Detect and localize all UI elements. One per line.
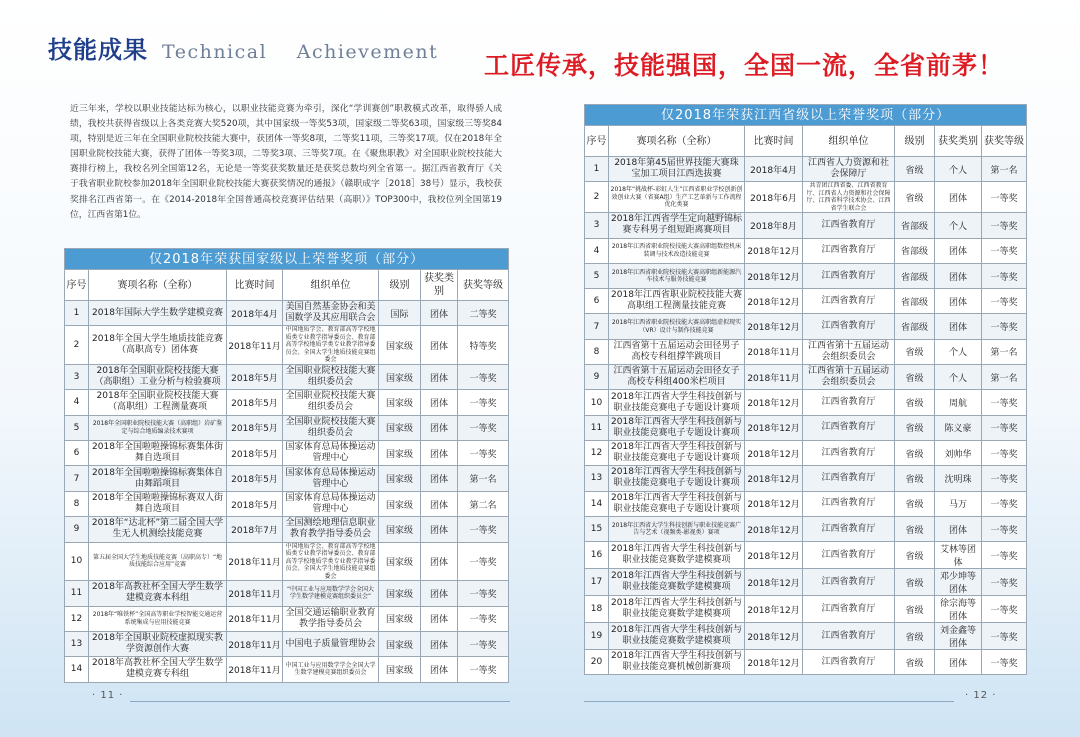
cell-index: 3 (65, 364, 89, 389)
cell-award-type: 团体 (935, 182, 982, 213)
cell-level: 国家级 (379, 491, 421, 516)
cell-level: 国家级 (379, 326, 421, 365)
table-row (65, 390, 509, 415)
cell-award-grade: 一等奖 (458, 606, 509, 631)
national-awards-table (64, 248, 509, 683)
cell-organizer: 江西省人力资源和社会保障厅 (803, 157, 895, 182)
cell-event-name: 2018年全国啦啦操锦标赛集体自由舞蹈项目 (89, 466, 227, 491)
cell-date: 2018年11月 (227, 606, 283, 631)
cell-organizer: 江西省教育厅 (803, 314, 895, 339)
t2-header-level: 级别 (895, 126, 935, 157)
table-row (585, 516, 1027, 541)
footer-rule-left (130, 701, 510, 702)
cell-award-grade: 一等奖 (458, 415, 509, 440)
cell-award-type: 团体 (935, 314, 982, 339)
cell-event-name: 2018年江西省大学生科技创新与职业技能竞赛电子专题设计赛项 (609, 466, 745, 491)
cell-award-grade: 二等奖 (458, 301, 509, 326)
table-row (65, 606, 509, 631)
cell-event-name: 江西省第十五届运动会田径男子高校专科组撑竿跳项目 (609, 339, 745, 364)
table-row (585, 542, 1027, 569)
cell-award-type: 马万 (935, 491, 982, 516)
t1-header-index: 序号 (65, 270, 89, 301)
cell-event-name: 2018年“挑战杯-彩虹人生”江西省职业学校创新创效创业大赛（省赛A组）生产工艺革新与工作流程优化类赛 (609, 182, 745, 213)
cell-event-name: 2018年江西省大学生科技创新与职业技能竞赛数学建模赛项 (609, 596, 745, 623)
cell-event-name: 2018年国际大学生数学建模竞赛 (89, 301, 227, 326)
cell-award-type: 团体 (935, 289, 982, 314)
cell-date: 2018年5月 (227, 390, 283, 415)
cell-organizer: 江西省教育厅 (803, 263, 895, 288)
table-row (65, 657, 509, 682)
cell-date: 2018年12月 (745, 569, 803, 596)
section-title: 技能成果 (48, 35, 148, 64)
table-row (585, 440, 1027, 465)
cell-organizer: 国家体育总局体操运动管理中心 (283, 466, 379, 491)
cell-award-grade: 一等奖 (982, 623, 1027, 650)
cell-index: 19 (585, 623, 609, 650)
cell-organizer: 江西省教育厅 (803, 569, 895, 596)
cell-organizer: 中国电子质量管理协会 (283, 631, 379, 656)
cell-date: 2018年5月 (227, 466, 283, 491)
cell-award-type: 团体 (421, 631, 458, 656)
cell-level: 省级 (895, 466, 935, 491)
table-row (585, 238, 1027, 263)
cell-date: 2018年5月 (227, 441, 283, 466)
cell-date: 2018年12月 (745, 596, 803, 623)
provincial-awards-table (584, 104, 1027, 675)
cell-date: 2018年11月 (745, 339, 803, 364)
table-row (585, 390, 1027, 415)
cell-award-type: 团体 (935, 263, 982, 288)
cell-event-name: 2018年高教社杯全国大学生数学建模竞赛专科组 (89, 657, 227, 682)
cell-award-grade: 一等奖 (982, 289, 1027, 314)
cell-award-type: 团体 (421, 517, 458, 542)
cell-award-type: 个人 (935, 157, 982, 182)
cell-index: 12 (585, 440, 609, 465)
cell-level: 国家级 (379, 415, 421, 440)
cell-organizer: 全国职业院校技能大赛组织委员会 (283, 415, 379, 440)
cell-level: 省级 (895, 569, 935, 596)
cell-level: 省级 (895, 516, 935, 541)
cell-award-type: 邓少坤等团体 (935, 569, 982, 596)
cell-award-type: 个人 (935, 365, 982, 390)
cell-organizer: 江西省教育厅 (803, 440, 895, 465)
cell-level: 国家级 (379, 657, 421, 682)
cell-date: 2018年7月 (227, 517, 283, 542)
table-row (585, 466, 1027, 491)
page-number-left: · 11 · (92, 690, 124, 701)
cell-organizer: 江西省教育厅 (803, 491, 895, 516)
cell-award-grade: 特等奖 (458, 326, 509, 365)
cell-award-type: 团体 (421, 657, 458, 682)
national-awards-caption: 仅2018年荣获国家级以上荣誉奖项（部分） (65, 249, 509, 270)
section-subtitle: Technical Achievement (162, 41, 439, 63)
cell-index: 1 (65, 301, 89, 326)
cell-award-type: 个人 (935, 213, 982, 238)
cell-award-grade: 一等奖 (458, 364, 509, 389)
t2-header-date: 比赛时间 (745, 126, 803, 157)
cell-award-grade: 一等奖 (458, 517, 509, 542)
cell-index: 10 (585, 390, 609, 415)
cell-event-name: 2018年第45届世界技能大赛珠宝加工项目江西选拔赛 (609, 157, 745, 182)
cell-award-grade: 一等奖 (458, 441, 509, 466)
t1-header-award-type: 获奖类别 (421, 270, 458, 301)
cell-award-grade: 第二名 (458, 491, 509, 516)
cell-award-grade: 一等奖 (982, 440, 1027, 465)
cell-index: 17 (585, 569, 609, 596)
cell-event-name: 2018年全国啦啦操锦标赛集体街舞自选项目 (89, 441, 227, 466)
cell-date: 2018年11月 (227, 657, 283, 682)
cell-index: 2 (65, 326, 89, 365)
cell-organizer: 江西省教育厅 (803, 516, 895, 541)
cell-award-type: 团体 (421, 491, 458, 516)
cell-award-grade: 一等奖 (982, 542, 1027, 569)
cell-index: 16 (585, 542, 609, 569)
cell-date: 2018年12月 (745, 263, 803, 288)
cell-index: 1 (585, 157, 609, 182)
cell-award-type: 刘帅华 (935, 440, 982, 465)
cell-level: 国家级 (379, 390, 421, 415)
cell-level: 省级 (895, 157, 935, 182)
cell-level: 国家级 (379, 466, 421, 491)
cell-date: 2018年12月 (745, 623, 803, 650)
cell-event-name: 2018年江西省大学生科技创新与职业技能竞赛电子专题设计赛项 (609, 415, 745, 440)
cell-event-name: 2018年全国大学生地质技能竞赛（高职高专）团体赛 (89, 326, 227, 365)
cell-date: 2018年11月 (227, 326, 283, 365)
cell-level: 省级 (895, 491, 935, 516)
cell-award-grade: 一等奖 (458, 657, 509, 682)
cell-index: 14 (585, 491, 609, 516)
cell-award-type: 艾林等团体 (935, 542, 982, 569)
cell-event-name: 2018年江西省职业院校技能大赛高职组数控机床装调与技术改造技能竞赛 (609, 238, 745, 263)
cell-index: 8 (65, 491, 89, 516)
cell-award-type: 陈义豪 (935, 415, 982, 440)
cell-level: 国家级 (379, 581, 421, 606)
cell-level: 省级 (895, 390, 935, 415)
cell-organizer: 江西省教育厅 (803, 213, 895, 238)
cell-event-name: 2018年“唯铁杯”全国高等职业学校智能交通运营系统集成与应用技能竞赛 (89, 606, 227, 631)
cell-event-name: 2018年江西省大学生科技创新与职业技能竞赛电子专题设计赛项 (609, 440, 745, 465)
cell-level: 省级 (895, 365, 935, 390)
cell-event-name: 2018年全国职业院校虚拟现实教学资源创作大赛 (89, 631, 227, 656)
cell-date: 2018年11月 (227, 631, 283, 656)
cell-date: 2018年12月 (745, 415, 803, 440)
cell-index: 20 (585, 650, 609, 675)
cell-level: 省级 (895, 339, 935, 364)
cell-level: 国家级 (379, 542, 421, 581)
cell-award-type: 周航 (935, 390, 982, 415)
cell-date: 2018年12月 (745, 289, 803, 314)
cell-award-type: 团体 (421, 301, 458, 326)
cell-level: 省级 (895, 596, 935, 623)
cell-date: 2018年4月 (745, 157, 803, 182)
table-row (65, 542, 509, 581)
cell-index: 6 (65, 441, 89, 466)
table-row (585, 650, 1027, 675)
cell-level: 省部级 (895, 314, 935, 339)
cell-organizer: 国家体育总局体操运动管理中心 (283, 441, 379, 466)
cell-award-type: 团体 (935, 238, 982, 263)
cell-level: 国家级 (379, 631, 421, 656)
cell-organizer: 江西省教育厅 (803, 415, 895, 440)
cell-award-type: 团体 (935, 650, 982, 675)
table-row (585, 491, 1027, 516)
table-row (65, 301, 509, 326)
table-row (65, 364, 509, 389)
cell-organizer: 江西省教育厅 (803, 390, 895, 415)
cell-organizer: 江西省教育厅 (803, 289, 895, 314)
table-row (65, 631, 509, 656)
cell-event-name: 2018年高教社杯全国大学生数学建模竞赛本科组 (89, 581, 227, 606)
cell-event-name: 2018年“达北杯”第二届全国大学生无人机测绘技能竞赛 (89, 517, 227, 542)
cell-date: 2018年5月 (227, 491, 283, 516)
cell-award-grade: 一等奖 (458, 390, 509, 415)
cell-index: 13 (585, 466, 609, 491)
cell-award-type: 沈明珠 (935, 466, 982, 491)
table-row (65, 466, 509, 491)
t2-header-event-name: 赛项名称（全称） (609, 126, 745, 157)
cell-level: 省部级 (895, 289, 935, 314)
cell-date: 2018年5月 (227, 415, 283, 440)
table-row (585, 623, 1027, 650)
cell-award-type: 刘金鑫等团体 (935, 623, 982, 650)
cell-award-grade: 一等奖 (458, 631, 509, 656)
cell-award-grade: 一等奖 (982, 516, 1027, 541)
table-row (585, 157, 1027, 182)
cell-event-name: 2018年江西省大学生科技创新与职业技能竞赛数学建模赛项 (609, 542, 745, 569)
cell-event-name: 2018年江西省大学生科技创新与职业技能竞赛机械创新赛项 (609, 650, 745, 675)
cell-index: 4 (585, 238, 609, 263)
section-header (48, 30, 438, 66)
cell-award-type: 团体 (421, 441, 458, 466)
table-row (65, 441, 509, 466)
cell-index: 5 (585, 263, 609, 288)
cell-organizer: 中国工业与应用数学学会全国大学生数学建模竞赛组织委员会 (283, 657, 379, 682)
cell-event-name: 2018年全国职业院校技能大赛（高职组）岩矿鉴定与综合地质编录技术赛项 (89, 415, 227, 440)
cell-event-name: 2018年全国啦啦操锦标赛双人街舞自选项目 (89, 491, 227, 516)
cell-date: 2018年12月 (745, 542, 803, 569)
cell-event-name: 2018年江西省职业院校技能大赛高职组虚拟现实（VR）设计与制作技能竞赛 (609, 314, 745, 339)
t2-header-index: 序号 (585, 126, 609, 157)
cell-level: 省级 (895, 415, 935, 440)
cell-award-grade: 一等奖 (982, 415, 1027, 440)
table-row (585, 213, 1027, 238)
cell-organizer: 江西省教育厅 (803, 596, 895, 623)
table-row (585, 365, 1027, 390)
cell-index: 9 (585, 365, 609, 390)
cell-event-name: 2018年江西省大学生科技创新与职业技能竞赛数学建模赛项 (609, 569, 745, 596)
cell-date: 2018年11月 (745, 365, 803, 390)
cell-date: 2018年11月 (227, 542, 283, 581)
cell-date: 2018年12月 (745, 390, 803, 415)
cell-level: 国际 (379, 301, 421, 326)
provincial-awards-caption: 仅2018年荣获江西省级以上荣誉奖项（部分） (585, 105, 1027, 126)
cell-award-grade: 一等奖 (982, 491, 1027, 516)
cell-organizer: 全国职业院校技能大赛组织委员会 (283, 390, 379, 415)
cell-award-grade: 第一名 (458, 466, 509, 491)
table-row (65, 517, 509, 542)
cell-event-name: 2018年江西省大学生科技创新与职业技能竞赛数学建模赛项 (609, 623, 745, 650)
cell-award-grade: 第一名 (982, 157, 1027, 182)
cell-award-grade: 一等奖 (458, 542, 509, 581)
cell-organizer: 中国地质学会、教育部高等学校地质类专业教学指导委员会、教育部高等学校地质学类专业教学指导委员会、全国大学生地质技能竞赛组委会 (283, 326, 379, 365)
cell-award-grade: 第一名 (982, 365, 1027, 390)
cell-date: 2018年12月 (745, 466, 803, 491)
cell-organizer: 江西省第十五届运动会组织委员会 (803, 365, 895, 390)
cell-event-name: 2018年江西省大学生科技创新与职业技能竞赛广告与艺术（视频类-影视类）赛项 (609, 516, 745, 541)
table-row (585, 314, 1027, 339)
cell-level: 国家级 (379, 517, 421, 542)
cell-organizer: 全国交通运输职业教育教学指导委员会 (283, 606, 379, 631)
cell-award-type: 团体 (421, 581, 458, 606)
table-row (585, 182, 1027, 213)
cell-organizer: 国家体育总局体操运动管理中心 (283, 491, 379, 516)
table-row (585, 339, 1027, 364)
cell-date: 2018年8月 (745, 213, 803, 238)
cell-award-type: 徐宗海等团体 (935, 596, 982, 623)
cell-organizer: 美国自然基金协会和美国数学及其应用联合会 (283, 301, 379, 326)
cell-award-grade: 一等奖 (982, 314, 1027, 339)
cell-event-name: 2018年江西省职业院校技能大赛高职组工程测量技能竞赛 (609, 289, 745, 314)
table-row (585, 569, 1027, 596)
cell-index: 3 (585, 213, 609, 238)
table-row (65, 581, 509, 606)
cell-index: 15 (585, 516, 609, 541)
cell-organizer: 江西省教育厅 (803, 650, 895, 675)
cell-date: 2018年4月 (227, 301, 283, 326)
cell-award-type: 团体 (421, 415, 458, 440)
cell-level: 省部级 (895, 238, 935, 263)
cell-organizer: “中国工业与应用数学学会全国大学生数学建模竞赛组织委员会” (283, 581, 379, 606)
table-row (585, 263, 1027, 288)
cell-date: 2018年12月 (745, 440, 803, 465)
cell-index: 13 (65, 631, 89, 656)
cell-award-grade: 一等奖 (982, 569, 1027, 596)
cell-index: 12 (65, 606, 89, 631)
cell-award-type: 团体 (421, 466, 458, 491)
cell-date: 2018年12月 (745, 516, 803, 541)
cell-award-type: 团体 (421, 542, 458, 581)
cell-organizer: 江西省第十五届运动会组织委员会 (803, 339, 895, 364)
t1-header-award-grade: 获奖等级 (458, 270, 509, 301)
cell-event-name: 2018年全国职业院校技能大赛（高职组）工业分析与检验赛项 (89, 364, 227, 389)
t1-header-event-name: 赛项名称（全称） (89, 270, 227, 301)
cell-index: 11 (585, 415, 609, 440)
cell-award-grade: 一等奖 (982, 466, 1027, 491)
cell-award-type: 团体 (421, 390, 458, 415)
cell-date: 2018年12月 (745, 650, 803, 675)
cell-index: 8 (585, 339, 609, 364)
cell-date: 2018年11月 (227, 581, 283, 606)
cell-event-name: 2018年江西省大学生科技创新与职业技能竞赛电子专题设计赛项 (609, 491, 745, 516)
cell-event-name: 2018年江西省大学生科技创新与职业技能竞赛电子专题设计赛项 (609, 390, 745, 415)
cell-organizer: 中国地质学会、教育部高等学校地质类专业教学指导委员会、教育部高等学校地质学类专业教学指导委员会、全国大学生地质技能竞赛组委会 (283, 542, 379, 581)
t2-header-award-grade: 获奖等级 (982, 126, 1027, 157)
cell-index: 9 (65, 517, 89, 542)
t1-header-date: 比赛时间 (227, 270, 283, 301)
cell-index: 6 (585, 289, 609, 314)
t2-header-organizer: 组织单位 (803, 126, 895, 157)
cell-event-name: 2018年江西省职业院校技能大赛高职组新能源汽车技术与服务技能竞赛 (609, 263, 745, 288)
cell-award-grade: 一等奖 (458, 581, 509, 606)
cell-event-name: 第五届全国大学生地质技能竞赛（高职高专）“地质技能综合应用”竞赛 (89, 542, 227, 581)
cell-event-name: 2018年全国职业院校技能大赛（高职组）工程测量赛项 (89, 390, 227, 415)
cell-date: 2018年6月 (745, 182, 803, 213)
cell-date: 2018年12月 (745, 314, 803, 339)
cell-level: 省级 (895, 650, 935, 675)
cell-organizer: 全国测绘地理信息职业教育教学指导委员会 (283, 517, 379, 542)
cell-award-grade: 第一名 (982, 339, 1027, 364)
cell-level: 省级 (895, 623, 935, 650)
cell-index: 5 (65, 415, 89, 440)
cell-organizer: 共青团江西省委、江西省教育厅、江西省人力资源和社会保障厅、江西省科学技术协会、江西省学生联合会 (803, 182, 895, 213)
cell-award-type: 团体 (421, 326, 458, 365)
cell-index: 14 (65, 657, 89, 682)
cell-level: 省级 (895, 440, 935, 465)
cell-level: 省级 (895, 542, 935, 569)
t1-header-organizer: 组织单位 (283, 270, 379, 301)
cell-date: 2018年12月 (745, 491, 803, 516)
table-row (585, 289, 1027, 314)
cell-level: 省部级 (895, 213, 935, 238)
cell-award-grade: 一等奖 (982, 263, 1027, 288)
cell-award-grade: 一等奖 (982, 596, 1027, 623)
table-row (65, 415, 509, 440)
table-row (65, 326, 509, 365)
cell-award-type: 团体 (421, 606, 458, 631)
cell-organizer: 江西省教育厅 (803, 466, 895, 491)
cell-award-grade: 一等奖 (982, 182, 1027, 213)
cell-award-grade: 一等奖 (982, 390, 1027, 415)
cell-level: 国家级 (379, 364, 421, 389)
intro-paragraph: 近三年来，学校以职业技能达标为核心，以职业技能竞赛为牵引，深化“学训赛创”职教模式改革，取得骄人成绩，我校共获得省级以上各类竞赛大奖520项，其中国家级一等奖53项，国家级二等奖63项，国家级三等奖84项，特别是近三年在全国职业院校技能大赛中，获团体一等奖8项，二等奖11项，三等奖17项。仅在2018年全国职业院校技能大赛，获得了团体一等奖3项，二等奖3项、三等奖7项。在《聚焦职教》对全国职业院校技能大赛排行榜上，我校名列全国第12名，无论是一等奖获奖数量还是获奖总数均列全省第一。据江西省教育厅《关于我省职业院校参加2018年全国职业院校技能大赛获奖情况的通报》（赣职成字［2018］38号）显示，我校获奖排名江西省第一。在《2014-2018年全国普通高校竞赛评估结果（高职）》TOP300中，我校位列全国第19位，江西省第1位。 (70, 104, 502, 220)
cell-award-type: 团体 (421, 364, 458, 389)
cell-index: 10 (65, 542, 89, 581)
cell-index: 11 (65, 581, 89, 606)
page-number-right: · 12 · (965, 690, 997, 701)
table-row (585, 415, 1027, 440)
cell-award-type: 个人 (935, 339, 982, 364)
cell-award-grade: 一等奖 (982, 238, 1027, 263)
cell-award-grade: 一等奖 (982, 213, 1027, 238)
cell-award-type: 团体 (935, 516, 982, 541)
t2-header-award-type: 获奖类别 (935, 126, 982, 157)
cell-event-name: 2018年江西省学生定向越野锦标赛专科男子组短距离赛项目 (609, 213, 745, 238)
t1-header-level: 级别 (379, 270, 421, 301)
cell-organizer: 江西省教育厅 (803, 238, 895, 263)
table-row (585, 596, 1027, 623)
cell-event-name: 江西省第十五届运动会田径女子高校专科组400米栏项目 (609, 365, 745, 390)
table-row (65, 491, 509, 516)
cell-level: 省部级 (895, 263, 935, 288)
cell-index: 18 (585, 596, 609, 623)
cell-level: 省级 (895, 182, 935, 213)
slogan: 工匠传承，技能强国，全国一流，全省前茅！ (484, 51, 1005, 80)
cell-index: 2 (585, 182, 609, 213)
cell-level: 国家级 (379, 441, 421, 466)
cell-date: 2018年12月 (745, 238, 803, 263)
cell-index: 7 (65, 466, 89, 491)
cell-organizer: 江西省教育厅 (803, 623, 895, 650)
cell-level: 国家级 (379, 606, 421, 631)
cell-organizer: 全国职业院校技能大赛组织委员会 (283, 364, 379, 389)
footer-rule-right (584, 701, 954, 702)
cell-award-grade: 一等奖 (982, 650, 1027, 675)
cell-organizer: 江西省教育厅 (803, 542, 895, 569)
cell-date: 2018年5月 (227, 364, 283, 389)
cell-index: 4 (65, 390, 89, 415)
cell-index: 7 (585, 314, 609, 339)
